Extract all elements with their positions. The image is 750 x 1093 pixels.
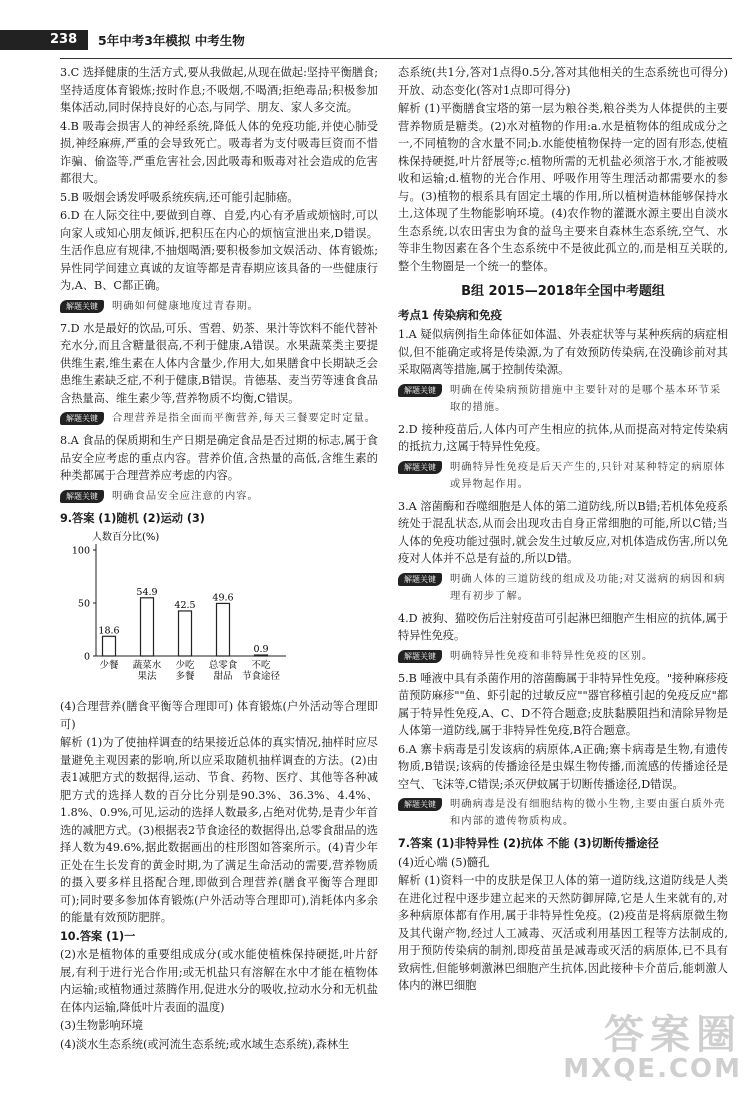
answer-6a: 6.A 寨卡病毒是引发该病的病原体,A正确;寨卡病毒是生物,有遗传物质,B错误;该病的传播途径是虫媒生物传播,而流感的传播途径是空气、飞沫等,C错误;杀灭伊蚊属于切断传播途径,D错误。 [398,742,728,791]
y-tick-label: 0 [83,651,90,663]
tip-text: 明确人体的三道防线的组成及功能;对艾滋病的病因和病理有初步了解。 [450,572,726,602]
tip-badge: 解题关键 [60,412,104,425]
page-number: 238 [0,30,88,50]
bar-5 [255,655,268,656]
answer-6d: 6.D 在人际交往中,要做到自尊、自爱,内心有矛盾或烦恼时,可以向家人或知心朋友倾诉,把积压在内心的烦恼宣泄出来,D错误。生活作息应有规律,不抽烟喝酒;要积极参加文娱活动、体育锻炼;异性同学间建立真诚的友谊等都是青春期应该具备的一些健康行为,A、B、C都正确。 [60,209,378,292]
header-rule [60,58,732,59]
tip-text: 合理营养是指全面而平衡营养,每天三餐要定时定量。 [112,412,377,424]
tip-text: 明确如何健康地度过青春期。 [112,299,259,312]
tip-7 [60,410,378,427]
category-label: 果法 [137,671,157,682]
explanation-10: 解析 (1)平衡膳食宝塔的第一层为粮谷类,粮谷类为人体提供的主要营养物质是糖类。(2)水对植物的作用:a.水是植物体的组成成分之一,不同植物的含水量不同;b.水能使植物保持一定的固有形态,使植株保持硬挺,叶片舒展等;c.植物所需的无机盐必须溶于水,才能被吸收和运输;d.植物的光合作用、呼吸作用等生理活动都需要水的参与。(3)植物的根系具有固定土壤的作用,所以植树造林能够保持水土,这体现了生物能影响环境。(4)农作物的灌溉水源主要出自淡水生态系统,以农田害虫为食的益鸟主要来自森林生态系统,空气、水等非生物因素在各个生态系统中不是彼此孤立的,而是相互关联的,整个生物圈是一个统一的整体。 [398,102,728,273]
bar-3 [179,611,192,656]
answer-1a: 1.A 疑似病例指生命体征如体温、外表症状等与某种疾病的病症相似,但不能确定或将是传染源,为了有效预防传染病,在没确诊前对其采取隔离等措施,属于控制传染源。 [398,328,728,376]
answer-10-part4: (4)淡水生态系统(或河流生态系统;或水域生态系统),森林生 [60,1037,350,1051]
category-label: 蔬菜水 [132,660,162,671]
answer-5b: 5.B 唾液中具有杀菌作用的溶菌酶属于非特异性免疫。"接种麻疹疫苗预防麻疹""鱼、虾引起的过敏反应""器官移植引起的免疫反应"都属于特异性免疫,A、C、D不符合题意;皮肤黏膜阻挡和清除异物是人体第一道防线,属于非特异性免疫,B符合题意。 [398,671,728,737]
tip-badge: 解题关键 [398,461,442,474]
answer-9-header: 9.答案 (1)随机 (2)运动 (3) [60,511,205,525]
tip-4 [398,648,728,665]
tip-badge: 解题关键 [398,573,442,586]
answer-9-part4: (4)合理营养(膳食平衡等合理即可) 体育锻炼(户外活动等合理即可) [60,700,378,731]
answer-7-header: 7.答案 (1)非特异性 (2)抗体 不能 (3)切断传播途径 [398,837,659,850]
category-label: 多餐 [175,671,195,682]
topic-heading: 考点1 传染病和免疫 [398,307,503,322]
explanation-9: 解析 (1)为了使抽样调查的结果接近总体的真实情况,抽样时应尽量避免主观因素的影响,所以应采取随机抽样调查的方法。(2)由表1减肥方式的数据得,运动、节食、药物、医疗、其他等各种减肥方式的选择人数的百分比分别是90.3%、36.3%、4.4%、1.8%、0.9%,可见,运动的选择人数最多,占绝对优势,是青少年首选的减肥方式。(3)根据表2节食途径的数据得出,总零食甜品的选择人数为49.6%,据此数据画出的柱形图如答案所示。(4)青少年正处在生长发育的黄金时期,为了满足生命活动的需要,营养物质的摄入要多样且搭配合理,即做到合理营养(膳食平衡等合理即可);同时要多参加体育锻炼(户外活动等合理即可),消耗体内多余的能量有效预防肥胖。 [60,736,378,924]
bar-value-label: 18.6 [98,625,120,637]
tip-badge: 解题关键 [398,798,442,811]
bar-2 [141,598,154,656]
watermark-line1: 答案圈 [604,1012,742,1058]
watermark-line2: MXQE.COM [563,1054,742,1084]
y-tick-label: 100 [71,545,90,557]
answer-8a: 8.A 食品的保质期和生产日期是确定食品是否过期的标志,属于食品安全应考虑的重点内容。营养价值,含热量的高低,含维生素的种类都属于合理营养应考虑的内容。 [60,434,378,482]
category-label: 总零食 [208,660,238,671]
watermark [563,1012,742,1084]
y-axis-label: 人数百分比(%) [92,532,160,543]
bar-chart-svg [60,528,290,698]
answer-10-part2: (2)水是植物体的重要组成成分(或水能使植株保持硬挺,叶片舒展,有利于进行光合作用;或无机盐只有溶解在水中才能在植物体内运输;或植物通过蒸腾作用,促进水分的吸收,拉动水分和无机盐在体内运输,降低叶片表面的温度) [60,948,378,1014]
y-tick-label: 50 [77,598,90,610]
tip-text: 明确特异性免疫是后天产生的,只针对某种特定的病原体或异物起作用。 [450,460,726,490]
answer-5b: 5.B 吸烟会诱发呼吸系统疾病,还可能引起肺癌。 [60,190,299,204]
book-title: 5年中考3年模拟 中考生物 [98,33,245,48]
right-column [398,64,728,996]
answer-7-part4: (4)近心端 (5)髓孔 [398,855,490,869]
left-column [60,64,378,1054]
tip-badge: 解题关键 [60,490,104,503]
tip-6 [60,298,378,315]
tip-3 [398,571,728,605]
answer-10-part3: (3)生物影响环境 [60,1019,143,1032]
tip-1 [398,382,728,416]
category-label: 少吃 [175,660,195,671]
bar-value-label: 54.9 [136,586,158,598]
tip-badge: 解题关键 [60,300,104,313]
tip-6b [398,796,728,830]
answer-7d: 7.D 水是最好的饮品,可乐、雪碧、奶茶、果汁等饮料不能代替补充水分,而且含糖量很高,不利于健康,A错误。水果蔬菜类主要提供维生素,维生素在人体内含量少,作用大,如果膳食中长期缺乏会患维生素缺乏症,不利于健康,B错误。肯德基、麦当劳等速食食品含热量高、维生素少等,营养物质不均衡,C错误。 [60,321,378,405]
page-header [0,0,750,48]
answer-10-header: 10.答案 (1)一 [60,929,136,943]
answer-2d: 2.D 接种疫苗后,人体内可产生相应的抗体,从而提高对特定传染病的抵抗力,这属于特异性免疫。 [398,422,728,453]
answer-3a: 3.A 溶菌酶和吞噬细胞是人体的第二道防线,所以B错;若机体免疫系统处于混乱状态,从而会出现攻击自身正常细胞的可能,所以C错;当人体的免疫功能过强时,就会发生过敏反应,对机体造成伤害,所以免疫对人体并不总是有益的,所以D错。 [398,499,728,565]
answer-4d: 4.D 被狗、猫咬伤后注射疫苗可引起淋巴细胞产生相应的抗体,属于特异性免疫。 [398,611,728,642]
section-title: B组 2015—2018年全国中考题组 [461,284,665,299]
tip-text: 明确在传染病预防措施中主要针对的是哪个基本环节采取的措施。 [450,383,722,413]
category-label: 节食途径 [241,671,281,682]
answer-3c: 3.C 选择健康的生活方式,要从我做起,从现在做起:坚持平衡膳食;坚持适度体育锻炼;按时作息;不吸烟,不喝酒;拒绝毒品;积极参加集体活动,同时保持良好的心态,与同学、朋友、家人多交流。 [60,66,378,114]
answer-10-continued: 态系统(共1分,答对1点得0.5分,答对其他相关的生态系统也可得分) 开放、动态变化(答对1点即可得分) [398,66,728,97]
answer-4b: 4.B 吸毒会损害人的神经系统,降低人体的免疫功能,并使心肺受损,神经麻痹,严重的会导致死亡。吸毒者为支付吸毒巨资而不惜诈骗、偷盗等,严重危害社会,因此吸毒和贩毒对社会造成的危害都很大。 [60,119,378,185]
bar-value-label: 0.9 [253,644,269,656]
bar-1 [103,636,116,656]
tip-2 [398,459,728,493]
tip-badge: 解题关键 [398,650,442,663]
tip-text: 明确特异性免疫和非特异性免疫的区别。 [450,649,654,662]
category-label: 不吃 [251,660,271,671]
bar-value-label: 49.6 [212,592,234,604]
bar-value-label: 42.5 [174,599,196,611]
bar-chart [60,528,378,698]
category-label: 甜品 [213,671,233,682]
category-label: 少餐 [99,660,119,671]
tip-text: 明确食品安全应注意的内容。 [112,489,259,502]
bar-4 [217,603,230,656]
tip-8 [60,488,378,505]
tip-text: 明确病毒是没有细胞结构的微小生物,主要由蛋白质外壳和内部的遗传物质构成。 [450,798,726,827]
explanation-7: 解析 (1)资料一中的皮肤是保卫人体的第一道防线,这道防线是人类在进化过程中逐步建立起来的天然防御屏障,它是人生来就有的,对多种病原体都有作用,属于非特异性免疫。(2)疫苗是将病原微生物及其代谢产物,经过人工减毒、灭活或利用基因工程等方法制成的,用于预防传染病的制剂,即疫苗虽是减毒或灭活的病原体,已不具有致病性,但能够刺激淋巴细胞产生抗体,因此接种卡介苗后,能刺激人体内的淋巴细胞 [398,874,728,992]
tip-badge: 解题关键 [398,384,442,397]
